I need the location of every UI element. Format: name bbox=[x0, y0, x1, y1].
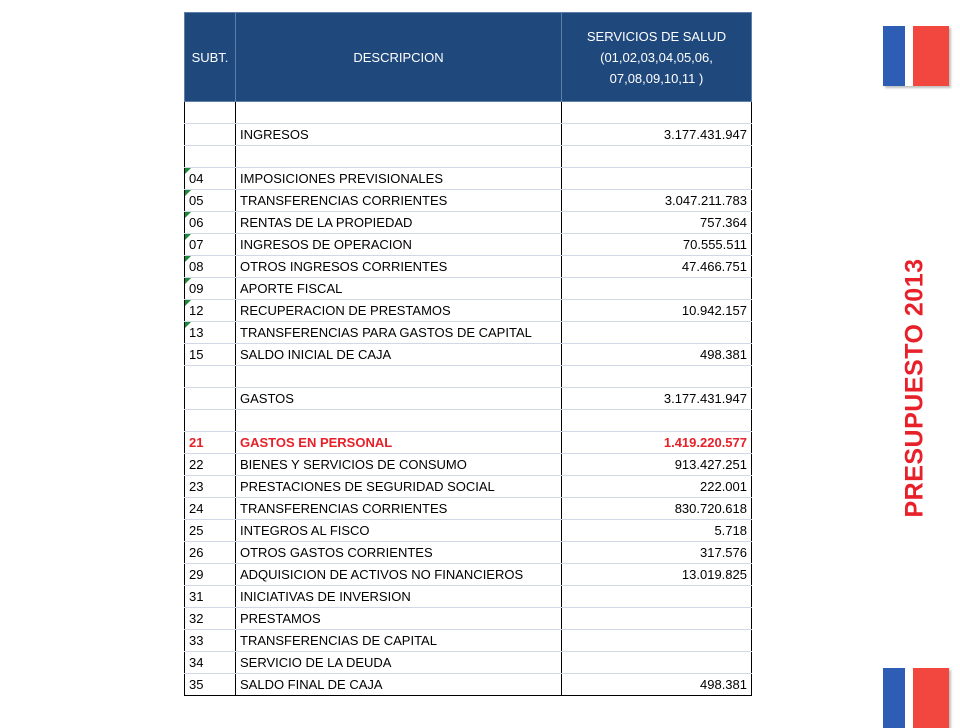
cell-code bbox=[185, 190, 236, 212]
cell-code-text: 13 bbox=[189, 325, 204, 340]
cell-desc: TRANSFERENCIAS PARA GASTOS DE CAPITAL bbox=[236, 322, 562, 344]
table-row bbox=[185, 168, 752, 190]
cell-desc: OTROS GASTOS CORRIENTES bbox=[236, 542, 562, 564]
table-row bbox=[185, 454, 752, 476]
cell-amount: 10.942.157 bbox=[562, 300, 752, 322]
cell-amount: 1.419.220.577 bbox=[562, 432, 752, 454]
comment-marker-icon bbox=[185, 322, 191, 328]
cell-desc: SALDO FINAL DE CAJA bbox=[236, 674, 562, 696]
cell-code bbox=[185, 278, 236, 300]
comment-marker-icon bbox=[185, 168, 191, 174]
cell-code-text: 35 bbox=[189, 677, 204, 692]
cell-desc: INGRESOS DE OPERACION bbox=[236, 234, 562, 256]
cell-code bbox=[185, 234, 236, 256]
slide-title: PRESUPUESTO 2013 bbox=[900, 258, 929, 518]
cell-code-text: 25 bbox=[189, 523, 204, 538]
cell-code bbox=[185, 146, 236, 168]
table-row bbox=[185, 300, 752, 322]
cell-code bbox=[185, 586, 236, 608]
cell-desc: INTEGROS AL FISCO bbox=[236, 520, 562, 542]
table-row bbox=[185, 256, 752, 278]
cell-code bbox=[185, 256, 236, 278]
cell-amount: 498.381 bbox=[562, 344, 752, 366]
cell-desc: INICIATIVAS DE INVERSION bbox=[236, 586, 562, 608]
cell-desc: SERVICIO DE LA DEUDA bbox=[236, 652, 562, 674]
cell-code bbox=[185, 476, 236, 498]
cell-code bbox=[185, 124, 236, 146]
cell-amount bbox=[562, 278, 752, 300]
cell-code bbox=[185, 388, 236, 410]
table-row bbox=[185, 190, 752, 212]
cell-code bbox=[185, 498, 236, 520]
cell-code bbox=[185, 344, 236, 366]
cell-code-text: 26 bbox=[189, 545, 204, 560]
header-servicios bbox=[562, 13, 752, 102]
cell-amount bbox=[562, 630, 752, 652]
cell-amount: 498.381 bbox=[562, 674, 752, 696]
cell-desc: PRESTAMOS bbox=[236, 608, 562, 630]
table-row bbox=[185, 322, 752, 344]
table-row bbox=[185, 146, 752, 168]
cell-amount: 317.576 bbox=[562, 542, 752, 564]
cell-code bbox=[185, 520, 236, 542]
comment-marker-icon bbox=[185, 256, 191, 262]
chile-flag-bottom bbox=[883, 668, 949, 728]
table-row bbox=[185, 234, 752, 256]
header-subt: SUBT. bbox=[185, 13, 236, 102]
budget-table bbox=[184, 12, 752, 696]
cell-amount: 757.364 bbox=[562, 212, 752, 234]
cell-amount: 222.001 bbox=[562, 476, 752, 498]
vertical-title bbox=[880, 248, 950, 528]
comment-marker-icon bbox=[185, 300, 191, 306]
table-row bbox=[185, 586, 752, 608]
cell-desc: GASTOS EN PERSONAL bbox=[236, 432, 562, 454]
cell-desc: TRANSFERENCIAS CORRIENTES bbox=[236, 190, 562, 212]
cell-code bbox=[185, 652, 236, 674]
cell-desc bbox=[236, 146, 562, 168]
header-servicios-line3: 07,08,09,10,11 ) bbox=[609, 70, 704, 86]
table-row bbox=[185, 102, 752, 124]
table-row bbox=[185, 476, 752, 498]
cell-amount bbox=[562, 168, 752, 190]
cell-code-text: 09 bbox=[189, 281, 204, 296]
cell-amount bbox=[562, 146, 752, 168]
table-row bbox=[185, 520, 752, 542]
cell-code-text: 21 bbox=[189, 435, 204, 450]
cell-desc: GASTOS bbox=[236, 388, 562, 410]
table-row bbox=[185, 630, 752, 652]
table-row bbox=[185, 212, 752, 234]
chile-flag-top bbox=[883, 26, 949, 86]
cell-code bbox=[185, 454, 236, 476]
cell-code bbox=[185, 432, 236, 454]
table-row bbox=[185, 674, 752, 696]
cell-code bbox=[185, 608, 236, 630]
cell-code bbox=[185, 366, 236, 388]
cell-desc: PRESTACIONES DE SEGURIDAD SOCIAL bbox=[236, 476, 562, 498]
cell-amount: 70.555.511 bbox=[562, 234, 752, 256]
cell-amount: 913.427.251 bbox=[562, 454, 752, 476]
cell-desc: IMPOSICIONES PREVISIONALES bbox=[236, 168, 562, 190]
cell-desc: RENTAS DE LA PROPIEDAD bbox=[236, 212, 562, 234]
cell-amount bbox=[562, 322, 752, 344]
cell-desc: ADQUISICION DE ACTIVOS NO FINANCIEROS bbox=[236, 564, 562, 586]
cell-desc bbox=[236, 102, 562, 124]
cell-desc: TRANSFERENCIAS DE CAPITAL bbox=[236, 630, 562, 652]
cell-code-text: 23 bbox=[189, 479, 204, 494]
table-header-row bbox=[185, 13, 752, 102]
cell-desc: TRANSFERENCIAS CORRIENTES bbox=[236, 498, 562, 520]
cell-desc: APORTE FISCAL bbox=[236, 278, 562, 300]
cell-amount bbox=[562, 366, 752, 388]
cell-code-text: 24 bbox=[189, 501, 204, 516]
cell-code bbox=[185, 542, 236, 564]
table-row bbox=[185, 410, 752, 432]
cell-code-text: 07 bbox=[189, 237, 204, 252]
cell-code-text: 29 bbox=[189, 567, 204, 582]
cell-code-text: 04 bbox=[189, 171, 204, 186]
cell-amount bbox=[562, 586, 752, 608]
cell-code-text: 06 bbox=[189, 215, 204, 230]
cell-desc: OTROS INGRESOS CORRIENTES bbox=[236, 256, 562, 278]
cell-code bbox=[185, 300, 236, 322]
cell-amount: 47.466.751 bbox=[562, 256, 752, 278]
cell-code-text: 31 bbox=[189, 589, 204, 604]
table-row bbox=[185, 388, 752, 410]
cell-code bbox=[185, 322, 236, 344]
cell-code-text: 33 bbox=[189, 633, 204, 648]
cell-amount bbox=[562, 102, 752, 124]
cell-desc: SALDO INICIAL DE CAJA bbox=[236, 344, 562, 366]
cell-code bbox=[185, 102, 236, 124]
table-row bbox=[185, 278, 752, 300]
cell-code-text: 05 bbox=[189, 193, 204, 208]
cell-code bbox=[185, 674, 236, 696]
comment-marker-icon bbox=[185, 234, 191, 240]
table-row bbox=[185, 652, 752, 674]
cell-amount: 5.718 bbox=[562, 520, 752, 542]
cell-code-text: 08 bbox=[189, 259, 204, 274]
cell-amount bbox=[562, 410, 752, 432]
table-row bbox=[185, 498, 752, 520]
budget-table-sheet bbox=[184, 12, 751, 699]
header-servicios-line1: SERVICIOS DE SALUD bbox=[586, 28, 727, 44]
header-servicios-line2: (01,02,03,04,05,06, bbox=[600, 49, 713, 65]
comment-marker-icon bbox=[185, 190, 191, 196]
table-row bbox=[185, 564, 752, 586]
cell-amount: 830.720.618 bbox=[562, 498, 752, 520]
cell-amount: 3.177.431.947 bbox=[562, 124, 752, 146]
cell-code bbox=[185, 212, 236, 234]
cell-desc: BIENES Y SERVICIOS DE CONSUMO bbox=[236, 454, 562, 476]
cell-desc bbox=[236, 410, 562, 432]
table-row bbox=[185, 366, 752, 388]
comment-marker-icon bbox=[185, 278, 191, 284]
header-descripcion: DESCRIPCION bbox=[236, 13, 562, 102]
table-row bbox=[185, 608, 752, 630]
cell-code-text: 22 bbox=[189, 457, 204, 472]
table-row bbox=[185, 432, 752, 454]
cell-desc: INGRESOS bbox=[236, 124, 562, 146]
table-row bbox=[185, 542, 752, 564]
cell-code-text: 12 bbox=[189, 303, 204, 318]
table-row bbox=[185, 344, 752, 366]
comment-marker-icon bbox=[185, 212, 191, 218]
cell-amount bbox=[562, 652, 752, 674]
cell-code bbox=[185, 410, 236, 432]
cell-code-text: 32 bbox=[189, 611, 204, 626]
cell-amount: 13.019.825 bbox=[562, 564, 752, 586]
cell-code bbox=[185, 168, 236, 190]
cell-amount: 3.177.431.947 bbox=[562, 388, 752, 410]
cell-desc: RECUPERACION DE PRESTAMOS bbox=[236, 300, 562, 322]
cell-code bbox=[185, 630, 236, 652]
table-row bbox=[185, 124, 752, 146]
cell-desc bbox=[236, 366, 562, 388]
cell-code bbox=[185, 564, 236, 586]
table-body bbox=[185, 102, 752, 696]
cell-code-text: 15 bbox=[189, 347, 204, 362]
cell-amount bbox=[562, 608, 752, 630]
cell-amount: 3.047.211.783 bbox=[562, 190, 752, 212]
cell-code-text: 34 bbox=[189, 655, 204, 670]
